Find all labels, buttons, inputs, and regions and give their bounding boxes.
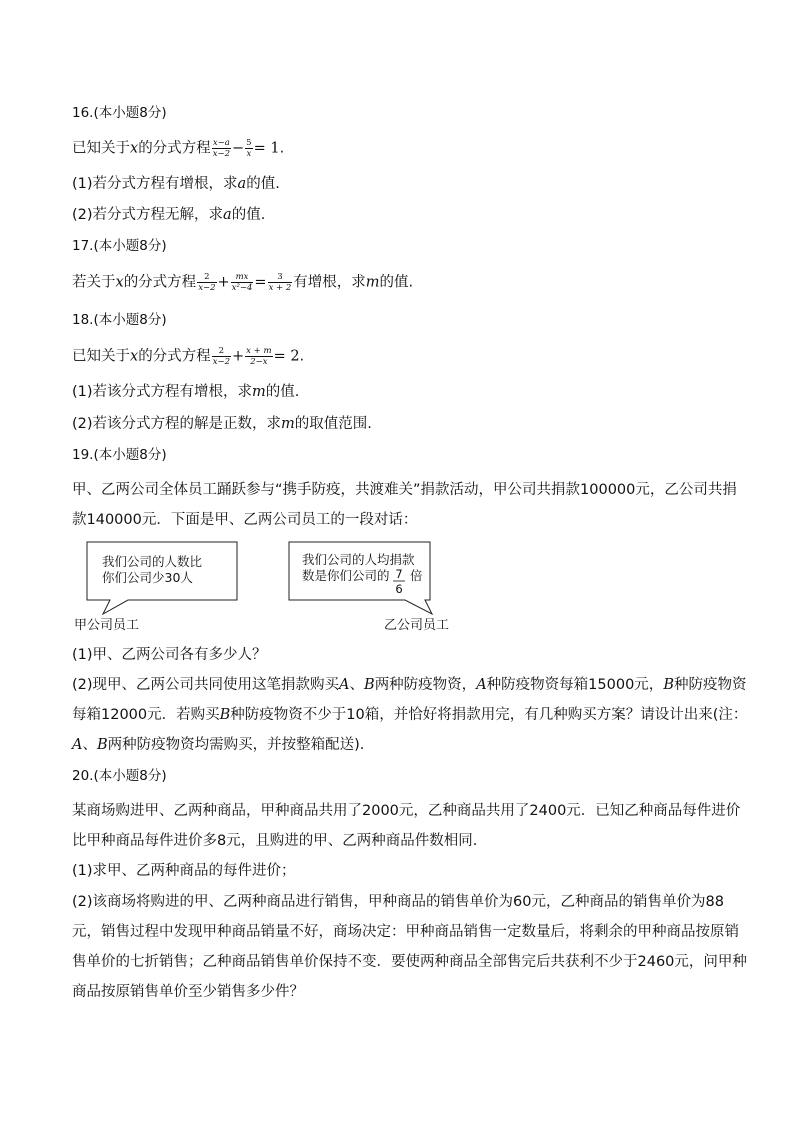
q18-part2-text: 的取值范围. — [294, 416, 372, 432]
q18-var-x: x — [130, 348, 139, 365]
q20-line2: 比甲种商品每件进价多8元，且购进的甲、乙两种商品件数相同. — [72, 833, 478, 849]
q16-fraction-1 — [212, 138, 231, 159]
q18-part1-text: (1)若该分式方程有增根，求 — [72, 384, 253, 400]
q18-stem — [72, 346, 304, 367]
q19-part2-line3 — [72, 735, 364, 755]
q19-var-B: B — [219, 707, 231, 723]
q19-p2-text: 种防疫物资不少于10箱，并恰好将捐款用完，有几种购买方案？请设计出来(注： — [230, 707, 748, 723]
q20-header: 20.(本小题8分) — [72, 768, 167, 784]
q20-part2-line2: 元，销售过程中发现甲种商品销量不好，商场决定：甲种商品销售一定数量后，将剩余的甲种商品按原销 — [72, 924, 739, 940]
q17-fraction-2 — [231, 272, 254, 293]
q16-frac1-den: x−2 — [212, 149, 231, 159]
bubble2-frac-den: 6 — [395, 582, 403, 596]
q17-frac2-den: x²−4 — [231, 283, 253, 293]
q20-part1: (1)求甲、乙两种商品的每件进价； — [72, 863, 296, 879]
q19-p2-text: 两种防疫物资均需购买，并按整箱配送). — [107, 737, 365, 753]
q18-frac1-num: 2 — [212, 346, 231, 357]
q20-part2-line4: 商品按原销售单价至少销售多少件？ — [72, 984, 304, 1000]
bubble1-line1: 我们公司的人数比 — [102, 554, 203, 569]
q18-part2-text: (2)若该分式方程的解是正数，求 — [72, 416, 282, 432]
q19-var-A: A — [339, 677, 350, 693]
q18-header: 18.(本小题8分) — [72, 312, 167, 328]
q18-fraction-2 — [245, 346, 272, 367]
q17-stem-text: 的值. — [379, 274, 414, 291]
q17-fraction-1 — [197, 272, 216, 293]
q19-var-A: A — [72, 737, 83, 753]
q16-var-x: x — [130, 140, 139, 157]
q16-part1-text: (1)若分式方程有增根，求 — [72, 176, 238, 192]
q16-part1-var: a — [237, 176, 247, 192]
q18-part2-var: m — [281, 416, 295, 432]
q19-p2-text: 每箱12000元．若购买 — [72, 707, 220, 723]
q18-frac2-den: 2−x — [250, 357, 268, 367]
q18-plus: + — [232, 348, 245, 365]
q16-part2-var: a — [223, 207, 232, 223]
q18-equals: = 2 — [273, 348, 300, 365]
q16-stem-text: 的分式方程 — [138, 140, 211, 157]
bubble2-line1: 我们公司的人均捐款 — [302, 552, 415, 567]
q19-var-B: B — [364, 677, 375, 693]
q19-p2-text: 、 — [82, 737, 97, 753]
q16-stem-text: 已知关于 — [72, 140, 130, 157]
q16-period: . — [279, 140, 285, 157]
q16-fraction-2 — [245, 138, 252, 159]
q17-var-m: m — [365, 274, 380, 291]
bubble2-speaker: 乙公司员工 — [384, 618, 450, 633]
q19-var-B: B — [96, 737, 108, 753]
q19-line2: 款140000元．下面是甲、乙两公司员工的一段对话： — [72, 512, 418, 528]
q18-frac1-den: x−2 — [212, 357, 231, 367]
q18-frac2-num: x + m — [246, 346, 272, 356]
q17-fraction-3 — [268, 272, 293, 293]
q17-frac1-num: 2 — [197, 272, 216, 283]
q19-part2-line2 — [72, 705, 747, 725]
bubble2-suffix: 倍 — [410, 568, 423, 583]
q17-frac1-den: x−2 — [198, 283, 216, 293]
bubble2-frac-num: 7 — [395, 567, 403, 581]
q20-part2-line3: 售单价的七折销售；乙种商品销售单价保持不变．要使两种商品全部售完后共获利不少于2460元，问甲种 — [72, 954, 747, 970]
q17-stem-text: 有增根，求 — [293, 274, 366, 291]
q17-frac2-num: mx — [231, 272, 254, 283]
q17-plus: + — [217, 274, 230, 291]
q19-p2-text: (2)现甲、乙两公司共同使用这笔捐款购买 — [72, 677, 340, 693]
q19-var-A: A — [476, 677, 487, 693]
q19-dialogue-figure — [0, 530, 794, 640]
q17-stem-text: 若关于 — [72, 274, 116, 291]
q20-line1: 某商场购进甲、乙两种商品，甲种商品共用了2000元，乙种商品共用了2400元．已知乙种商品每件进价 — [72, 803, 741, 819]
bubble1-line2: 你们公司少30人 — [102, 570, 193, 585]
q19-line1: 甲、乙两公司全体员工踊跃参与“携手防疫，共渡难关”捐款活动，甲公司共捐款100000元，乙公司共捐 — [72, 482, 737, 498]
q17-stem-text: 的分式方程 — [123, 274, 197, 291]
q20-part2-line1: (2)该商场将购进的甲、乙两种商品进行销售，甲种商品的销售单价为60元，乙种商品的销售单价为88 — [72, 894, 724, 910]
q17-stem — [72, 272, 413, 293]
q16-equals: = 1 — [253, 140, 280, 157]
q18-part1-text: 的值. — [265, 384, 300, 400]
q18-period: . — [299, 348, 305, 365]
q16-frac2-num: 5 — [246, 138, 252, 148]
q19-part1: (1)甲、乙两公司各有多少人？ — [72, 647, 267, 663]
q16-part2-text: 的值. — [231, 207, 266, 223]
q17-header: 17.(本小题8分) — [72, 238, 167, 254]
q17-frac3-num: 3 — [268, 272, 293, 283]
q18-part2 — [72, 414, 372, 434]
q18-stem-text: 已知关于 — [72, 348, 130, 365]
bubble2-line2: 数是你们公司的 — [302, 568, 390, 583]
q16-stem — [72, 138, 284, 159]
q18-part1 — [72, 382, 299, 402]
q16-part1 — [72, 174, 280, 194]
q16-frac1-num: x−a — [212, 138, 230, 148]
q16-part1-text: 的值. — [246, 176, 280, 192]
q16-part2-text: (2)若分式方程无解，求 — [72, 207, 224, 223]
q16-frac2-den: x — [246, 149, 252, 159]
q17-equals: = — [254, 274, 267, 291]
q18-stem-text: 的分式方程 — [138, 348, 211, 365]
q19-p2-text: 种防疫物资 — [673, 677, 747, 693]
q19-p2-text: 两种防疫物资， — [374, 677, 477, 693]
q17-frac3-den: x + 2 — [268, 283, 292, 293]
q19-p2-text: 、 — [349, 677, 365, 693]
q18-part1-var: m — [252, 384, 266, 400]
q19-p2-text: 种防疫物资每箱15000元， — [486, 677, 664, 693]
q16-part2 — [72, 205, 265, 225]
q16-header: 16.(本小题8分) — [72, 105, 167, 121]
bubble1-speaker: 甲公司员工 — [74, 618, 140, 633]
q17-var-x: x — [115, 274, 124, 291]
q19-header: 19.(本小题8分) — [72, 447, 167, 463]
q16-minus: − — [232, 140, 245, 157]
q19-part2-line1 — [72, 675, 746, 695]
q18-fraction-1 — [212, 346, 231, 367]
q19-var-B: B — [663, 677, 674, 693]
